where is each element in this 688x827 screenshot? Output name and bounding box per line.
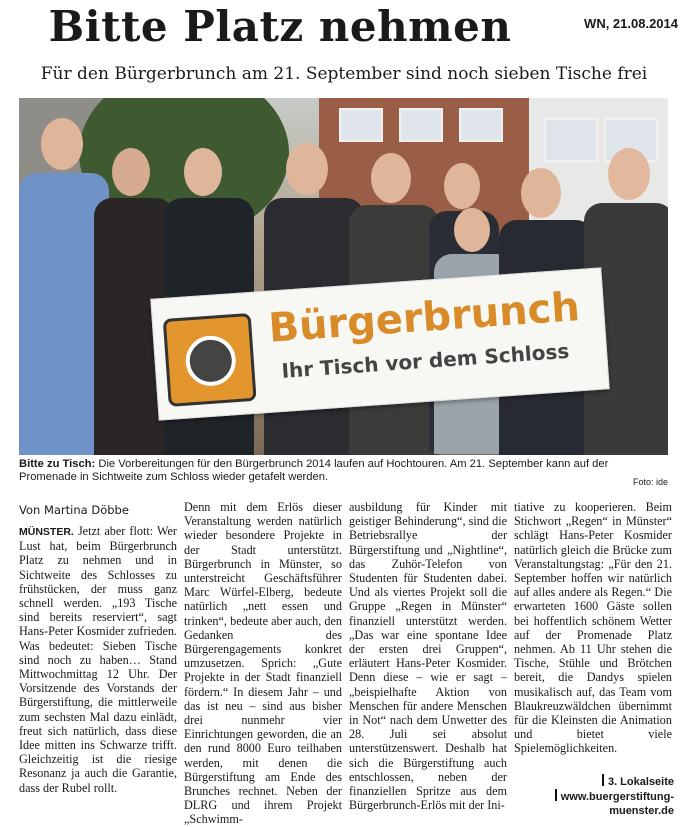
divider-bar [602,774,604,786]
article-photo [19,98,668,455]
article-endnote [552,774,674,818]
banner-title: Bürgerbrunch [267,284,582,352]
dateline: MÜNSTER. [19,526,74,538]
column-text: Jetzt aber flott: Wer Lust hat, beim Bürgerbrunch Platz zu nehmen und in Sichtweite des Schlosses zu frühstücken, der muss ganz schnell werden. „193 Tische sind bereits reserviert“, sagt Hans-Peter Kosmider zufrieden. Was bedeutet: Sieben Tische sind noch zu haben… Stand Mittwochmittag 12 Uhr. Der Vorsitzende des Vorstands der Bürgerstiftung, die mittlerweile zum sechsten Mal dazu einlädt, freut sich natürlich, dass diese Idee mitten ins Schwarze trifft. Gleichzeitig ist die riesige Resonanz ja auch die Garantie, dass der Rubel rollt. [19,524,177,795]
banner-subtitle: Ihr Tisch vor dem Schloss [280,338,570,383]
photo-credit: Foto: ide [632,477,668,487]
headline: Bitte Platz nehmen [48,2,512,51]
section-reference: 3. Lokalseite [607,776,674,788]
article-column-4: tiative zu kooperieren. Beim Stichwort „Regen“ in Münster“ schlägt Hans-Peter Kosmider natürlich gleich die Brücke zum Veranstaltungstag: „Für den 21. September hoffen wir natürlich auf alles andere als Regen.“ Die erwarteten 1600 Gäste sollen bei hoffentlich schönem Wetter auf der Promenade Platz nehmen. Ab 11 Uhr stehen die Tische, Stühle und Brötchen bereit, die Dandys spielen musikalisch auf, das Team vom Blaukreuzwäldchen übernimmt für die Kleinsten die Animation und bietet viele Spielemöglichkeiten. [514,500,672,756]
article-column-3: ausbildung für Kinder mit geistiger Behinderung“, sind die Betriebsrallye der Bürgerstiftung und „Nightline“, das Zuhör-Telefon von Studenten für Studenten dabei. Und als viertes Projekt soll die Gruppe „Regen in Münster“ finanziell unterstützt werden. „Das war eine spontane Idee der ersten drei Gruppen“, erläutert Hans-Peter Kosmider. Denn diese – wie er sagt – „beispielhafte Aktion von Menschen für andere Menschen in Not“ nach dem Unwetter des 28. Juli sei absolut unterstützenswert. Deshalb hat sich die Bürgerstiftung auch entschlossen, neben der finanziellen Spritze aus dem Bürgerbrunch-Erlös mit der Ini- [349,500,507,813]
building-window [459,108,503,142]
website-link[interactable]: www.buergerstiftung-muenster.de [560,791,674,817]
building-window [339,108,383,142]
divider-bar [555,789,557,801]
buergerbrunch-logo [163,313,257,407]
article-column-2: Denn mit dem Erlös dieser Veranstaltung werden natürlich wieder besondere Projekte in der Stadt unterstützt. Bürgerbrunch in Münster, so unterstreicht Geschäftsführer Marc Würfel-Elberg, bedeute natürlich „nett essen und trinken“, bedeute aber auch, den Gedanken des Bürgerengagements konkret umzusetzen. Sprich: „Gute Projekte in der Stadt finanziell fördern.“ In diesem Jahr – und das ist neu – sind aus bisher drei nunmehr vier Einrichtungen geworden, die an den rund 8000 Euro teilhaben werden, mit denen die Bürgerstiftung am Ende des Brunches rechnet. Neben der DLRG und ihrem Projekt „Schwimm- [184,500,342,827]
caption-text: Die Vorbereitungen für den Bürgerbrunch 2014 laufen auf Hochtouren. Am 21. September kann auf der Promenade in Sichtweite zum Schloss wieder getafelt werden. [19,458,609,483]
caption-lead: Bitte zu Tisch: [19,458,96,470]
plate-icon [184,334,237,387]
building-window [544,118,598,162]
source-date: WN, 21.08.2014 [584,16,678,31]
author-line: Von Martina Döbbe [19,503,129,517]
article-column-1 [19,524,177,795]
building-window [399,108,443,142]
photo-caption [19,458,669,484]
subheadline: Für den Bürgerbrunch am 21. September sind noch sieben Tische frei [40,64,648,84]
